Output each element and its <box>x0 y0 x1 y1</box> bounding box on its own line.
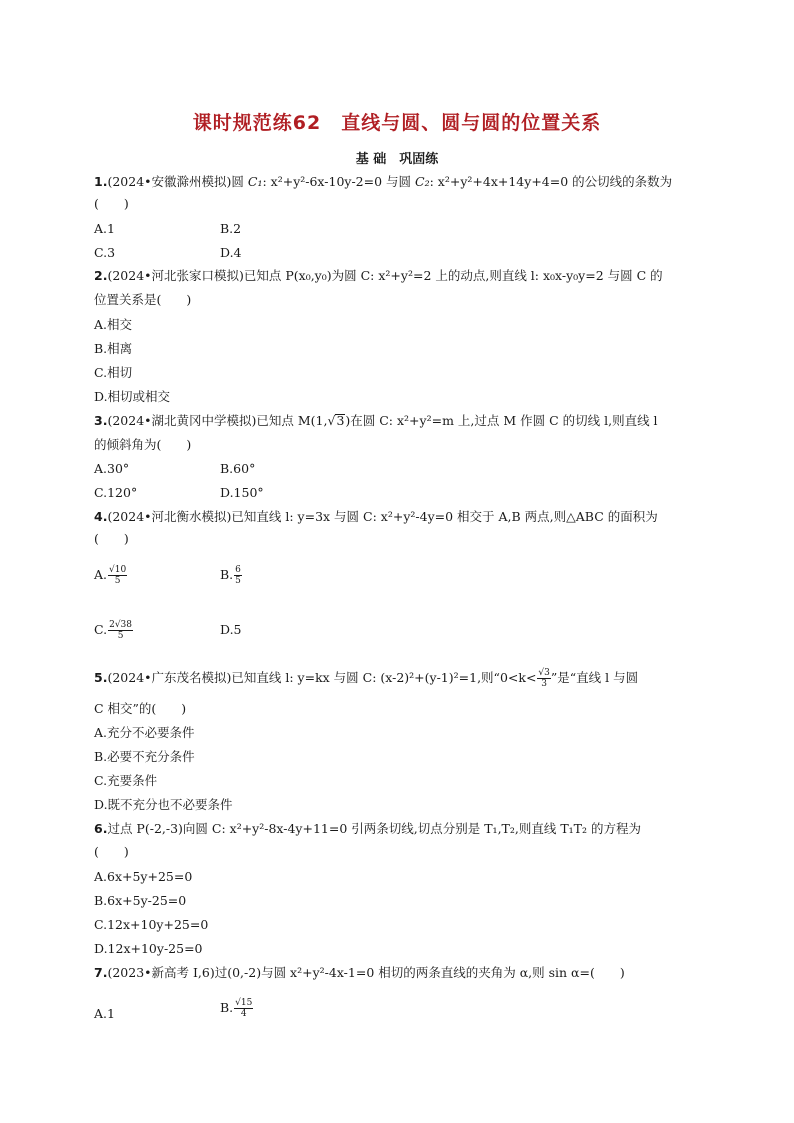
fraction: $\frac{√3}{3}$ <box>538 668 550 689</box>
option-a: A.6x+5y+25=0 <box>94 869 193 884</box>
option-a: A.30° <box>94 461 130 476</box>
option-b: B. $\frac{√15}{4}$ <box>220 998 253 1019</box>
fraction: $\frac{2√38}{5}$ <box>109 620 133 641</box>
question-3-stem: 3.(2024•湖北黄冈中学模拟)已知点 M(1,√3)在圆 C: x²+y²=m 上,过点 M 作圆 C 的切线 l,则直线 l <box>94 413 658 428</box>
question-number: 3. <box>94 413 108 428</box>
question-2-stem-cont: 位置关系是( ) <box>94 292 192 307</box>
option-d: D.4 <box>220 245 242 260</box>
question-2-stem: 2.(2024•河北张家口模拟)已知点 P(x₀,y₀)为圆 C: x²+y²=2 上的动点,则直线 l: x₀x-y₀y=2 与圆 C 的 <box>94 268 663 283</box>
option-b: B.60° <box>220 461 256 476</box>
option-b: B.相离 <box>94 341 133 356</box>
option-a: A. $\frac{√10}{5}$ <box>94 565 127 586</box>
section-heading: 基 础 巩固练 <box>355 152 439 167</box>
option-d: D.既不充分也不必要条件 <box>94 797 233 812</box>
question-number: 6. <box>94 821 108 836</box>
question-4-stem: 4.(2024•河北衡水模拟)已知直线 l: y=3x 与圆 C: x²+y²-4y=0 相交于 A,B 两点,则△ABC 的面积为 <box>94 509 658 524</box>
option-d: D.12x+10y-25=0 <box>94 941 203 956</box>
option-b: B.必要不充分条件 <box>94 749 195 764</box>
option-c: C. $\frac{2√38}{5}$ <box>94 620 133 641</box>
question-3-stem-cont: 的倾斜角为( ) <box>94 437 192 452</box>
page-title: 课时规范练62 直线与圆、圆与圆的位置关系 <box>192 112 602 134</box>
option-c: C.相切 <box>94 365 133 380</box>
fraction: $\frac{√15}{4}$ <box>235 998 253 1019</box>
answer-blank: ( ) <box>94 844 129 859</box>
option-c: C.充要条件 <box>94 773 158 788</box>
answer-blank: ( ) <box>94 531 129 546</box>
question-number: 7. <box>94 965 108 980</box>
option-c: C.12x+10y+25=0 <box>94 917 209 932</box>
option-a: A.充分不必要条件 <box>94 725 195 740</box>
question-5-stem-cont: C 相交”的( ) <box>94 701 187 716</box>
option-b: B.6x+5y-25=0 <box>94 893 187 908</box>
option-c: C.120° <box>94 485 138 500</box>
question-6-stem: 6.过点 P(-2,-3)向圆 C: x²+y²-8x-4y+11=0 引两条切线,切点分别是 T₁,T₂,则直线 T₁T₂ 的方程为 <box>94 821 642 836</box>
question-number: 5. <box>94 670 108 685</box>
option-a: A.1 <box>94 221 115 236</box>
option-b: B. $\frac{6}{5}$ <box>220 565 241 586</box>
question-5-stem: 5.(2024•广东茂名模拟)已知直线 l: y=kx 与圆 C: (x-2)²+(y-1)²=1,则“0<k< $\frac{√3}{3}$ ”是“直线 l 与圆 <box>94 668 639 689</box>
option-d: D.5 <box>220 622 242 637</box>
option-a: A.1 <box>94 1006 115 1021</box>
option-c: C.3 <box>94 245 116 260</box>
fraction: $\frac{6}{5}$ <box>235 565 241 586</box>
option-a: A.相交 <box>94 317 133 332</box>
question-number: 2. <box>94 268 108 283</box>
radical: 3 <box>336 413 345 428</box>
option-b: B.2 <box>220 221 242 236</box>
option-d: D.相切或相交 <box>94 389 171 404</box>
question-1-stem: 1.(2024•安徽滁州模拟)圆 C₁: x²+y²-6x-10y-2=0 与圆 C₂: x²+y²+4x+14y+4=0 的公切线的条数为 <box>94 174 673 189</box>
question-number: 4. <box>94 509 108 524</box>
fraction: $\frac{√10}{5}$ <box>109 565 127 586</box>
question-7-stem: 7.(2023•新高考 Ⅰ,6)过(0,-2)与圆 x²+y²-4x-1=0 相切的两条直线的夹角为 α,则 sin α=( ) <box>94 965 625 980</box>
question-number: 1. <box>94 174 108 189</box>
option-d: D.150° <box>220 485 264 500</box>
answer-blank: ( ) <box>94 196 129 211</box>
